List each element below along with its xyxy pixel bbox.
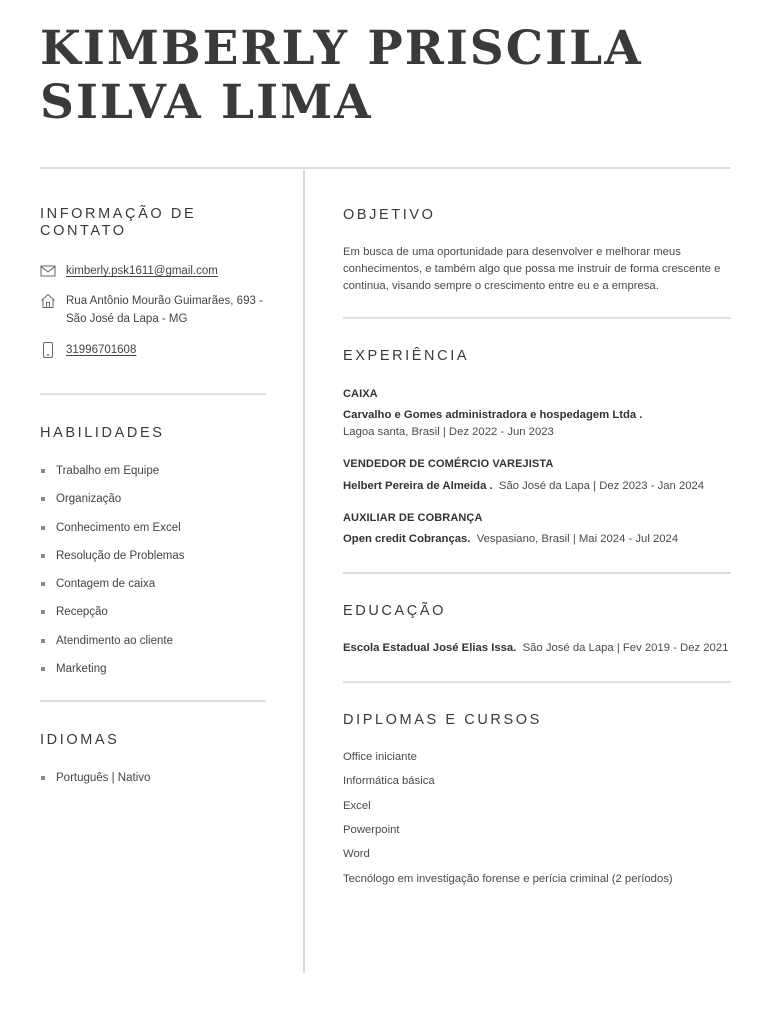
job-company <box>343 480 704 492</box>
job-role: AUXILIAR DE COBRANÇA <box>343 512 483 524</box>
email-link[interactable]: kimberly.psk1611@gmail.com <box>66 265 218 277</box>
job-company-name: Carvalho e Gomes administradora e hospedagem Ltda . <box>343 409 643 421</box>
header-divider <box>40 167 730 169</box>
address-text <box>66 292 271 328</box>
resume-name <box>40 22 643 130</box>
objective-section-title: OBJETIVO <box>343 207 436 223</box>
course-item: Office iniciante <box>343 751 417 763</box>
skill-item: Conhecimento em Excel <box>40 521 266 549</box>
envelope-icon <box>40 263 56 279</box>
language-item: Português | Nativo <box>40 771 266 799</box>
course-item: Tecnólogo em investigação forense e perícia criminal (2 períodos) <box>343 873 673 885</box>
job-details: Lagoa santa, Brasil | Dez 2022 - Jun 2023 <box>343 426 554 438</box>
job-role: CAIXA <box>343 388 378 400</box>
course-item: Powerpoint <box>343 824 400 836</box>
education-entry <box>343 642 728 654</box>
skill-item: Atendimento ao cliente <box>40 634 266 662</box>
address-line-2: São José da Lapa - MG <box>66 313 188 325</box>
skills-section-title: HABILIDADES <box>40 425 165 441</box>
job-company-name: Helbert Pereira de Almeida . <box>343 480 493 492</box>
job-company <box>343 409 642 421</box>
languages-section-title: IDIOMAS <box>40 732 120 748</box>
contact-divider <box>40 393 266 395</box>
skill-item: Marketing <box>40 662 266 690</box>
experience-section-title: EXPERIÊNCIA <box>343 348 470 364</box>
job-company-name: Open credit Cobranças. <box>343 533 471 545</box>
objective-text: Em busca de uma oportunidade para desenvolver e melhorar meus conhecimentos, e também algo que possa me instruir de forma crescente e continua, visando sempre o crescimento entre eu e a empresa. <box>343 246 721 292</box>
courses-section-title: DIPLOMAS E CURSOS <box>343 712 542 728</box>
skills-divider <box>40 700 266 702</box>
contact-section-title: INFORMAÇÃO DE CONTATO <box>40 206 197 239</box>
job-details: São José da Lapa | Dez 2023 - Jan 2024 <box>498 480 705 492</box>
education-details: São José da Lapa | Fev 2019 - Dez 2021 <box>522 642 729 654</box>
mobile-phone-icon <box>40 342 56 358</box>
address-line-1: Rua Antônio Mourão Guimarães, 693 - <box>66 295 263 307</box>
job-role: VENDEDOR DE COMÉRCIO VAREJISTA <box>343 458 554 470</box>
job-details: Vespasiano, Brasil | Mai 2024 - Jul 2024 <box>476 533 679 545</box>
skill-item: Contagem de caixa <box>40 577 266 605</box>
phone-link[interactable]: 31996701608 <box>66 344 137 356</box>
course-item: Excel <box>343 800 371 812</box>
skill-item: Recepção <box>40 605 266 633</box>
course-item: Informática básica <box>343 775 435 787</box>
objective-divider <box>343 317 731 319</box>
experience-divider <box>343 572 731 574</box>
education-divider <box>343 681 731 683</box>
name-line-1: KIMBERLY PRISCILA <box>40 21 643 76</box>
home-icon <box>40 293 56 309</box>
education-section-title: EDUCAÇÃO <box>343 603 446 619</box>
skills-list <box>40 464 266 690</box>
skill-item: Organização <box>40 492 266 520</box>
column-divider <box>303 170 305 973</box>
course-item: Word <box>343 848 370 860</box>
job-company <box>343 533 678 545</box>
skill-item: Resolução de Problemas <box>40 549 266 577</box>
name-line-2: SILVA LIMA <box>40 75 373 130</box>
school-name: Escola Estadual José Elias Issa. <box>343 642 517 654</box>
skill-item: Trabalho em Equipe <box>40 464 266 492</box>
languages-list <box>40 771 266 799</box>
